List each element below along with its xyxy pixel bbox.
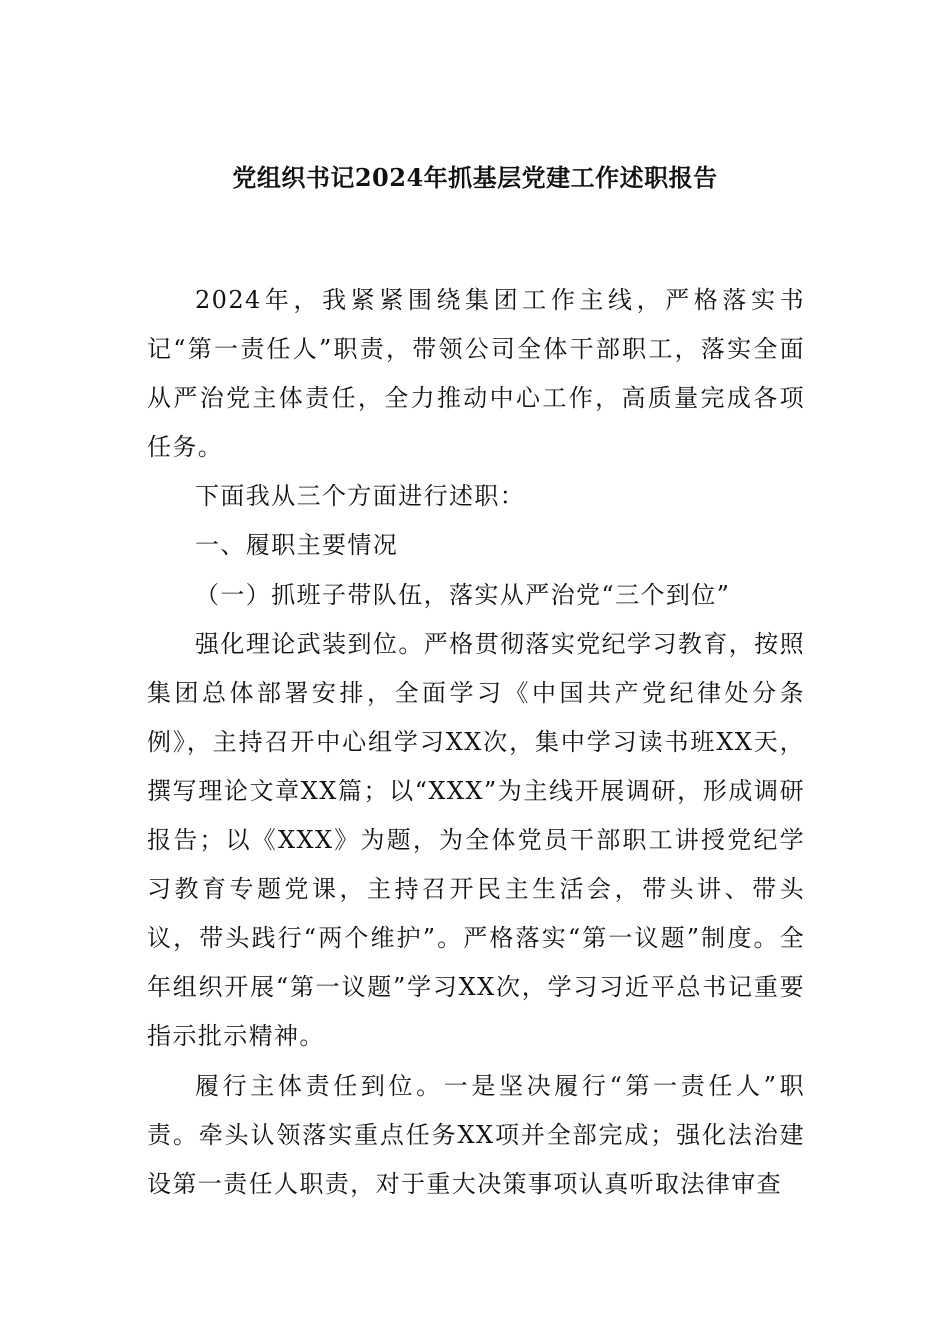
paragraph-responsibility: 履行主体责任到位。一是坚决履行“第一责任人”职责。牵头认领落实重点任务XX项并全部完成；强化法治建设第一责任人职责，对于重大决策事项认真听取法律审查 bbox=[147, 1071, 805, 1198]
document-title: 党组织书记2024年抓基层党建工作述职报告 bbox=[232, 163, 718, 192]
paragraph-outline: 下面我从三个方面进行述职： bbox=[195, 482, 526, 511]
document-body bbox=[147, 276, 805, 1209]
section-heading-1: 一、履职主要情况 bbox=[195, 531, 399, 560]
paragraph-intro: 2024年，我紧紧围绕集团工作主线，严格落实书记“第一责任人”职责，带领公司全体干部职工，落实全面从严治党主体责任，全力推动中心工作，高质量完成各项任务。 bbox=[147, 286, 805, 462]
paragraph-theory: 强化理论武装到位。严格贯彻落实党纪学习教育，按照集团总体部署安排，全面学习《中国共产党纪律处分条例》，主持召开中心组学习XX次，集中学习读书班XX天，撰写理论文章XX篇；以“XXX”为主线开展调研，形成调研报告；以《XXX》为题，为全体党员干部职工讲授党纪学习教育专题党课，主持召开民主生活会，带头讲、带头议，带头践行“两个维护”。严格落实“第一议题”制度。全年组织开展“第一议题”学习XX次，学习习近平总书记重要指示批示精神。 bbox=[147, 629, 805, 1051]
subsection-heading-1: （一）抓班子带队伍，落实从严治党“三个到位” bbox=[195, 580, 731, 609]
